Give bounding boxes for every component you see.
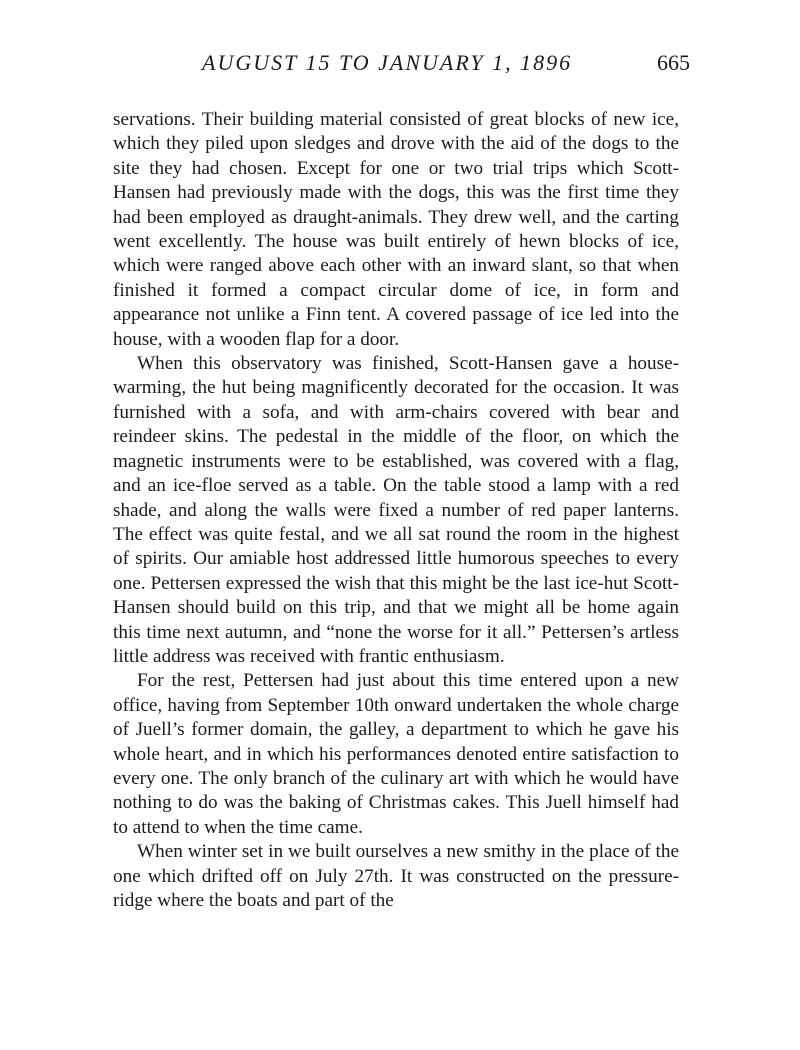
running-title: AUGUST 15 TO JANUARY 1, 1896 bbox=[202, 50, 573, 75]
page-number: 665 bbox=[657, 50, 690, 75]
paragraph-observatory-housewarming: When this observatory was finished, Scott-Hansen gave a house-warming, the hut being magnificently decorated for the occasion. It was furnished with a sofa, and with arm-chairs covered with bear and reindeer skins. The pedestal in the middle of the floor, on which the magnetic instruments were to be established, was covered with a flag, and an ice-floe served as a table. On the table stood a lamp with a red shade, and along the walls were fixed a number of red paper lanterns. The effect was quite festal, and we all sat round the room in the highest of spirits. Our amiable host addressed little humorous speeches to every one. Pettersen expressed the wish that this might be the last ice-hut Scott-Hansen should build on this trip, and that we might all be home again this time next autumn, and “none the worse for it all.” Pettersen’s artless little address was received with frantic enthusiasm. bbox=[113, 353, 679, 667]
paragraph-new-smithy: When winter set in we built ourselves a new smithy in the place of the one which drifted off on July 27th. It was constructed on the pressure-ridge where the boats and part of the bbox=[113, 841, 679, 911]
paragraph-pettersen-galley: For the rest, Pettersen had just about this time entered upon a new office, having from September 10th onward undertaken the whole charge of Juell’s former domain, the galley, a department to which he gave his whole heart, and in which his performances denoted entire satisfaction to every one. The only branch of the culinary art with which he would have nothing to do was the baking of Christmas cakes. This Juell himself had to attend to when the time came. bbox=[113, 670, 679, 838]
running-head bbox=[110, 50, 690, 82]
body-text bbox=[113, 108, 679, 913]
paragraph-continued: servations. Their building material consisted of great blocks of new ice, which they piled upon sledges and drove with the aid of the dogs to the site they had chosen. Except for one or two trial trips which Scott-Hansen had previously made with the dogs, this was the first time they had been employed as draught-animals. They drew well, and the carting went excellently. The house was built entirely of hewn blocks of ice, which were ranged above each other with an inward slant, so that when finished it formed a compact circular dome of ice, in form and appearance not unlike a Finn tent. A covered passage of ice led into the house, with a wooden flap for a door. bbox=[113, 109, 679, 350]
